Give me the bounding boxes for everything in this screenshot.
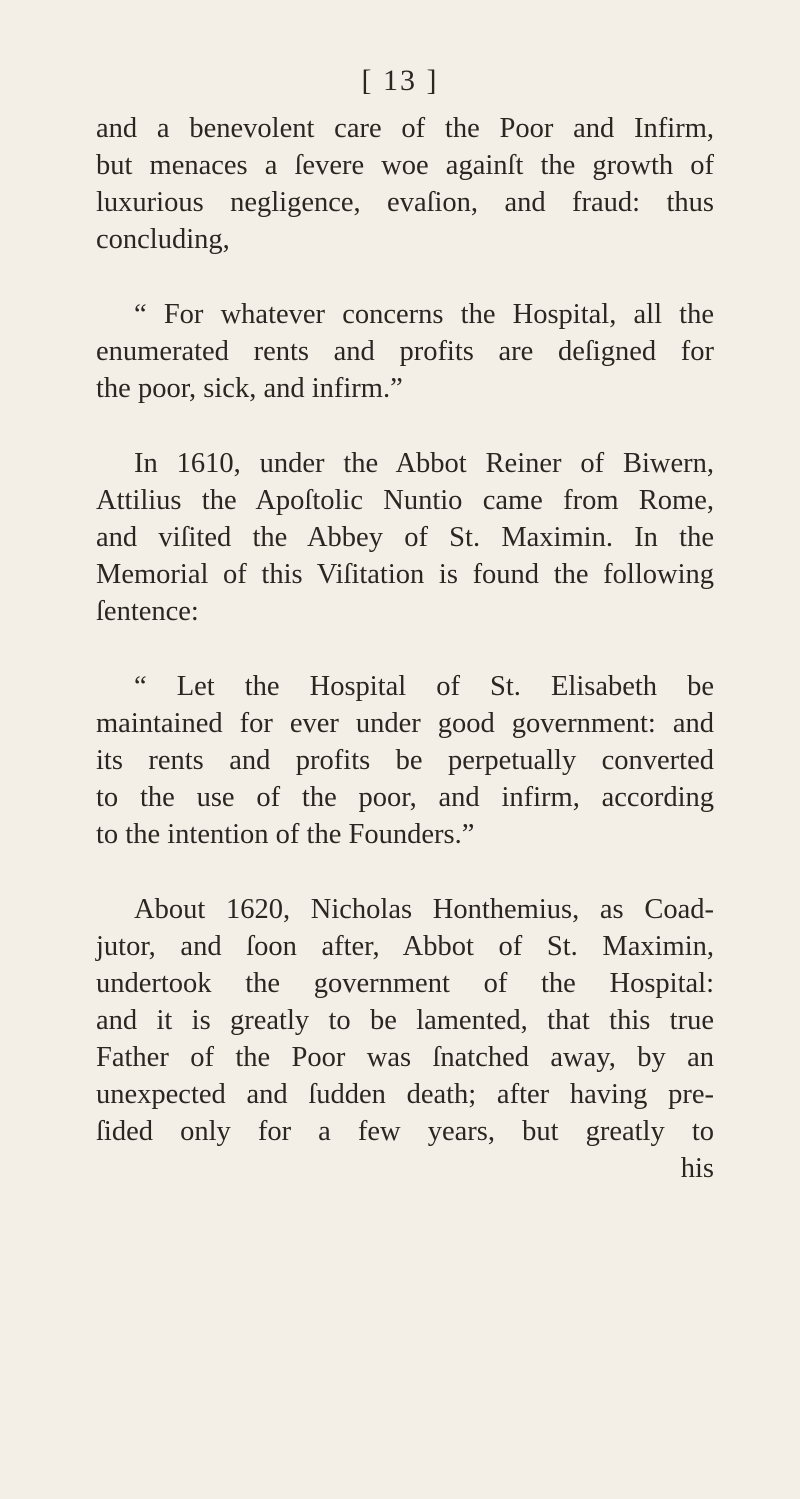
text-line: unexpected and ſudden death; after having pre- (96, 1079, 714, 1110)
paragraph-quote-hospital (96, 296, 714, 407)
text-line: Memorial of this Viſitation is found the following (96, 559, 714, 590)
text-line: to the intention of the Founders.” (96, 819, 475, 850)
text-line: and it is greatly to be lamented, that this true (96, 1005, 714, 1036)
text-line-content: About 1620, Nicholas Honthemius, as Coad- (134, 894, 714, 925)
text-line (96, 891, 714, 928)
text-line (96, 445, 714, 482)
text-line: concluding, (96, 224, 230, 255)
text-line: jutor, and ſoon after, Abbot of St. Maximin, (96, 931, 714, 962)
text-line-content: “ Let the Hospital of St. Elisabeth be (134, 671, 714, 702)
text-line (96, 668, 714, 705)
text-line: to the use of the poor, and infirm, according (96, 782, 714, 813)
text-line: enumerated rents and profits are deſigned for (96, 336, 714, 367)
page-body (96, 110, 714, 1187)
text-line: Attilius the Apoſtolic Nuntio came from Rome, (96, 485, 714, 516)
page-number: [ 13 ] (361, 64, 439, 97)
text-line: undertook the government of the Hospital: (96, 968, 714, 999)
paragraph-visitation-1610 (96, 445, 714, 630)
text-line: ſentence: (96, 596, 199, 627)
text-line (96, 296, 714, 333)
text-line: luxurious negligence, evaſion, and fraud: thus (96, 187, 714, 218)
text-line: its rents and profits be perpetually converted (96, 745, 714, 776)
text-line: and a benevolent care of the Poor and Infirm, (96, 113, 714, 144)
paragraph-quote-elisabeth (96, 668, 714, 853)
text-line: ſided only for a few years, but greatly to (96, 1116, 714, 1147)
text-line: maintained for ever under good government: and (96, 708, 714, 739)
paragraph-honthemius-1620 (96, 891, 714, 1150)
catchword: his (680, 1153, 714, 1184)
text-line: the poor, sick, and infirm.” (96, 373, 403, 404)
text-line-content: “ For whatever concerns the Hospital, all the (134, 299, 714, 330)
text-line-content: In 1610, under the Abbot Reiner of Biwern, (134, 448, 714, 479)
text-line: but menaces a ſevere woe againſt the growth of (96, 150, 714, 181)
paragraph-opening (96, 110, 714, 258)
text-line: Father of the Poor was ſnatched away, by an (96, 1042, 714, 1073)
text-line: and viſited the Abbey of St. Maximin. In the (96, 522, 714, 553)
